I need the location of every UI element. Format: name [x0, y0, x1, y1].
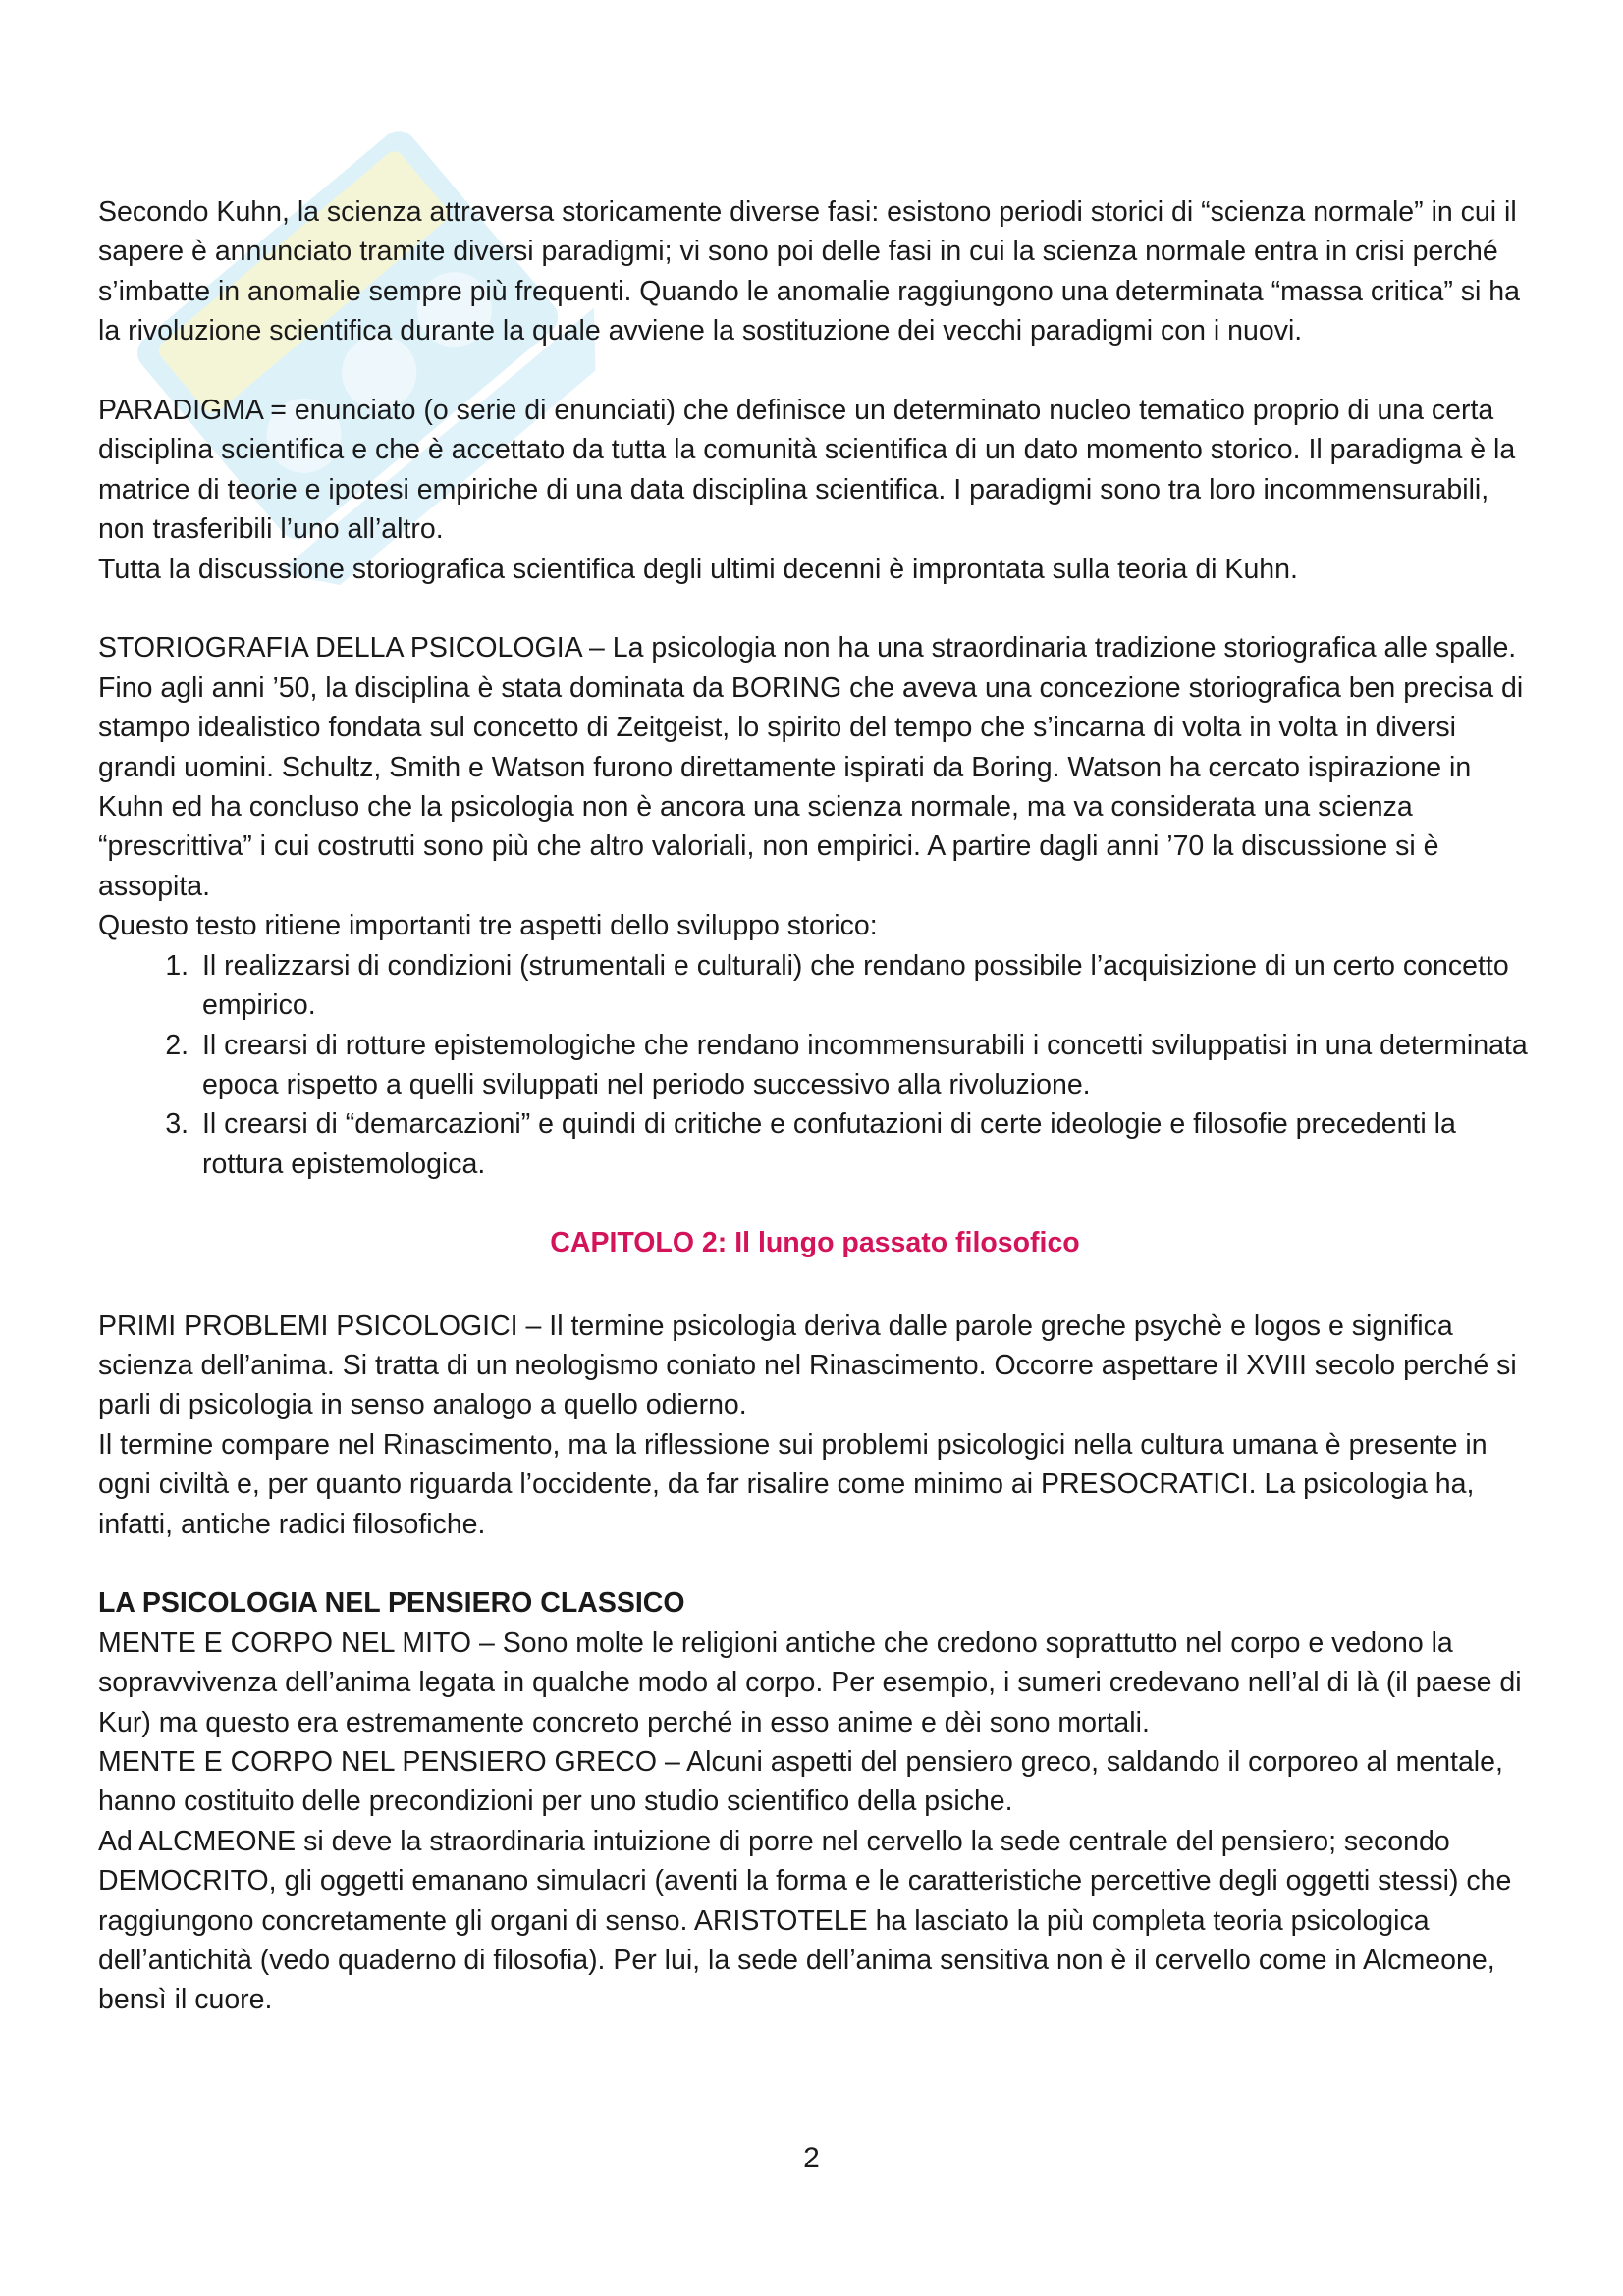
document-page [98, 192, 1532, 2020]
paragraph-pensiero-greco: MENTE E CORPO NEL PENSIERO GRECO – Alcuni aspetti del pensiero greco, saldando il corporeo al mentale, hanno costituito delle precondizioni per uno studio scientifico della psiche. [98, 1745, 1503, 1818]
paragraph-primi-problemi: PRIMI PROBLEMI PSICOLOGICI – Il termine psicologia deriva dalle parole greche psychè e logos e significa scienza dell’anima. Si tratta di un neologismo coniato nel Rinascimento. Occorre aspettare il XVIII secolo perché si parli di psicologia in senso analogo a quello odierno. [98, 1309, 1517, 1421]
list-item: 3. Il crearsi di “demarcazioni” e quindi di critiche e confutazioni di certe ideologie e filosofie precedenti la rottura epistemologica. [196, 1104, 1532, 1184]
paragraph-rinascimento: Il termine compare nel Rinascimento, ma la riflessione sui problemi psicologici nella cultura umana è presente in ogni civiltà e, per quanto riguarda l’occidente, da far risalire come minimo ai PRESOCRATICI. La psicologia ha, infatti, antiche radici filosofiche. [98, 1428, 1488, 1540]
list-item: 2. Il crearsi di rotture epistemologiche che rendano incommensurabili i concetti sviluppatisi in una determinata epoca rispetto a quelli sviluppati nel periodo successivo alla rivoluzione. [196, 1026, 1532, 1105]
paragraph-kuhn-discussion: Tutta la discussione storiografica scientifica degli ultimi decenni è improntata sulla teoria di Kuhn. [98, 553, 1298, 585]
chapter-title: CAPITOLO 2: Il lungo passato filosofico [550, 1227, 1080, 1259]
paragraph-alcmeone: Ad ALCMEONE si deve la straordinaria intuizione di porre nel cervello la sede centrale del pensiero; secondo DEMOCRITO, gli oggetti emanano simulacri (aventi la forma e le caratteristiche percettive degli oggetti stessi) che raggiungono concretamente gli organi di senso. ARISTOTELE ha lasciato la più completa teoria psicologica dell’antichità (vedo quaderno di filosofia). Per lui, la sede dell’anima sensitiva non è il cervello come in Alcmeone, bensì il cuore. [98, 1825, 1512, 2016]
section-title: LA PSICOLOGIA NEL PENSIERO CLASSICO [98, 1587, 685, 1620]
paragraph-kuhn-phases: Secondo Kuhn, la scienza attraversa storicamente diverse fasi: esistono periodi storici di “scienza normale” in cui il sapere è annunciato tramite diversi paradigmi; vi sono poi delle fasi in cui la scienza normale entra in crisi perché s’imbatte in anomalie sempre più frequenti. Quando le anomalie raggiungono una determinata “massa critica” si ha la rivoluzione scientifica durante la quale avviene la sostituzione dei vecchi paradigmi con i nuovi. [98, 196, 1520, 347]
list-item: 1. Il realizzarsi di condizioni (strumentali e culturali) che rendano possibile l’acquisizione di un certo concetto empirico. [196, 946, 1532, 1026]
paragraph-paradigma: PARADIGMA = enunciato (o serie di enunciati) che definisce un determinato nucleo tematico proprio di una certa disciplina scientifica e che è accettato da tutta la comunità scientifica di un dato momento storico. Il paradigma è la matrice di teorie e ipotesi empiriche di una data disciplina scientifica. I paradigmi sono tra loro incommensurabili, non trasferibili l’uno all’altro. [98, 395, 1516, 546]
aspects-list [98, 946, 1532, 1184]
paragraph-list-intro: Questo testo ritiene importanti tre aspetti dello sviluppo storico: [98, 910, 878, 942]
paragraph-storiografia: STORIOGRAFIA DELLA PSICOLOGIA – La psicologia non ha una straordinaria tradizione storiografica alle spalle. Fino agli anni ’50, la disciplina è stata dominata da BORING che aveva una concezione storiografica ben precisa di stampo idealistico fondata sul concetto di Zeitgeist, lo spirito del tempo che s’incarna di volta in volta in diversi grandi uomini. Schultz, Smith e Watson furono direttamente ispirati da Boring. Watson ha cercato ispirazione in Kuhn ed ha concluso che la psicologia non è ancora una scienza normale, ma va considerata una scienza “prescrittiva” i cui costrutti sono più che altro valoriali, non empirici. A partire dagli anni ’70 la discussione si è assopita. [98, 632, 1524, 902]
paragraph-mito: MENTE E CORPO NEL MITO – Sono molte le religioni antiche che credono soprattutto nel corpo e vedono la sopravvivenza dell’anima legata in qualche modo al corpo. Per esempio, i sumeri credevano nell’al di là (il paese di Kur) ma questo era estremamente concreto perché in esso anime e dèi sono mortali. [98, 1627, 1522, 1738]
page-number: 2 [803, 2142, 820, 2174]
